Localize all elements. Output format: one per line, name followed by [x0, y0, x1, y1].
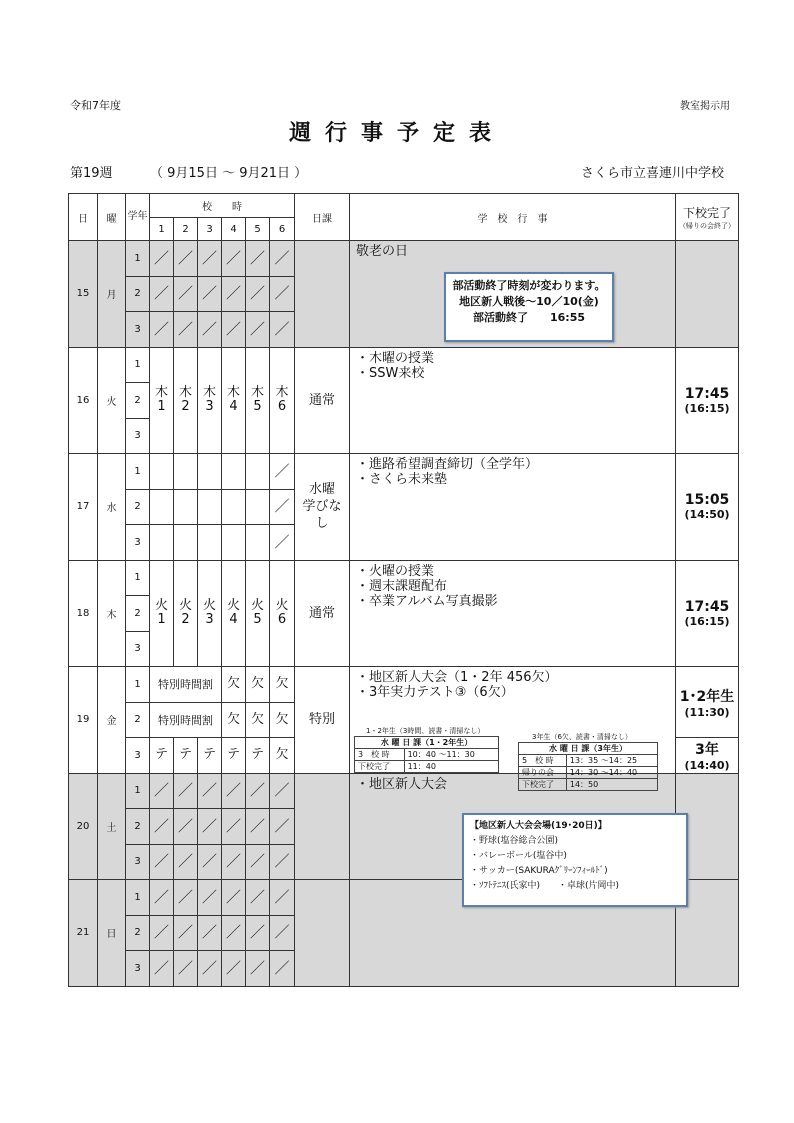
period-cell — [246, 525, 270, 561]
dismissal-time — [676, 241, 739, 348]
venue-item: ・サッカー(SAKURAｸﾞﾘｰﾝﾌｨｰﾙﾄﾞ) — [470, 866, 608, 876]
period-cell: 火 4 — [222, 560, 246, 667]
period-cell — [198, 489, 222, 525]
period-cell: ／ — [270, 489, 295, 525]
period-cell — [150, 454, 174, 490]
dismissal-main: 3年 — [695, 741, 719, 758]
period-cell — [174, 489, 198, 525]
day-number: 21 — [69, 880, 98, 987]
event-item: ・卒業アルバム写真撮影 — [356, 593, 498, 609]
period-cell: ／ — [174, 241, 198, 277]
posting-note: 教室掲示用 — [680, 101, 730, 112]
period-cell: ／ — [246, 241, 270, 277]
notice-line-2: 地区新人戦後～10／10(金) — [459, 295, 599, 308]
header-dismissal — [676, 194, 739, 241]
weekday: 日 — [98, 880, 126, 987]
period-cell: ／ — [270, 773, 295, 809]
date-range: （ 9月15日 ～ 9月21日 ） — [150, 166, 308, 181]
mini-cell: 下校完了 — [519, 779, 567, 791]
club-notice-popup — [444, 272, 614, 342]
period-number: 1 — [150, 218, 174, 241]
day-number: 15 — [69, 241, 98, 348]
test-cell: テ — [246, 738, 270, 774]
header-dismissal-sub: （帰りの会終了） — [679, 221, 736, 230]
mini-cell: 11：40 — [404, 761, 498, 773]
period-cell: ／ — [270, 844, 295, 880]
period-cell — [198, 525, 222, 561]
grade-number: 3 — [126, 631, 150, 667]
mini-cell: 14：50 — [566, 779, 657, 791]
tournament-venues-popup — [462, 813, 688, 907]
weekday: 火 — [98, 347, 126, 454]
period-cell: ／ — [150, 773, 174, 809]
period-cell: ／ — [198, 951, 222, 987]
test-cell: テ — [174, 738, 198, 774]
dismissal-sub: (11:30) — [684, 705, 730, 719]
dismissal-sub: (14:40) — [684, 758, 730, 772]
period-cell: ／ — [246, 880, 270, 916]
special-timetable: 特別時間割 — [150, 667, 222, 703]
period-cell: ／ — [174, 276, 198, 312]
dismissal-time — [676, 347, 739, 454]
header-weekday: 曜 — [98, 194, 126, 241]
period-cell: ／ — [270, 809, 295, 845]
mini-title-left: 水 曜 日 課（1・2年生） — [355, 737, 499, 749]
mini-cell: 5 校 時 — [519, 755, 567, 767]
period-cell: ／ — [222, 773, 246, 809]
period-number: 4 — [222, 218, 246, 241]
period-cell: ／ — [222, 844, 246, 880]
period-cell: 木 4 — [222, 347, 246, 454]
period-cell: ／ — [246, 276, 270, 312]
fiscal-year: 令和7年度 — [70, 99, 121, 112]
period-cell: ／ — [246, 773, 270, 809]
period-cell: ／ — [174, 844, 198, 880]
schedule-type: 水曜 学びな し — [295, 454, 350, 561]
period-cell: ／ — [270, 951, 295, 987]
period-cell: ／ — [270, 880, 295, 916]
schedule-type: 通常 — [295, 560, 350, 667]
weekday: 水 — [98, 454, 126, 561]
period-cell: ／ — [198, 241, 222, 277]
period-cell: 木 6 — [270, 347, 295, 454]
weekday: 月 — [98, 241, 126, 348]
period-cell: ／ — [150, 844, 174, 880]
header-dismissal-label: 下校完了 — [683, 205, 732, 220]
period-cell: ／ — [222, 915, 246, 951]
test-cell: テ — [222, 738, 246, 774]
period-cell: 火 3 — [198, 560, 222, 667]
period-cell: ／ — [198, 312, 222, 348]
venue-item: ・野球(塩谷総合公園) — [470, 836, 559, 846]
mini-caption-left: 1・2年生（3時間、読書・清掃なし） — [366, 727, 485, 735]
weekday: 土 — [98, 773, 126, 880]
period-cell — [246, 489, 270, 525]
event-item: ・進路希望調査締切（全学年） — [356, 457, 539, 472]
dismissal-main: 1･2年生 — [679, 688, 735, 705]
period-cell: ／ — [270, 915, 295, 951]
period-cell: ／ — [150, 312, 174, 348]
period-cell: ／ — [246, 915, 270, 951]
period-cell: ／ — [270, 312, 295, 348]
absent-cell: 欠 — [246, 667, 270, 703]
period-cell: ／ — [150, 915, 174, 951]
day-number: 18 — [69, 560, 98, 667]
event-item: ・3年実力テスト③（6欠） — [356, 685, 514, 700]
period-cell — [174, 525, 198, 561]
test-cell: テ — [198, 738, 222, 774]
period-cell: ／ — [174, 880, 198, 916]
grade-number: 3 — [126, 312, 150, 348]
event-item: ・火曜の授業 — [356, 563, 435, 579]
period-cell: 木 5 — [246, 347, 270, 454]
period-cell: ／ — [150, 951, 174, 987]
period-cell — [222, 525, 246, 561]
period-cell — [150, 489, 174, 525]
event-item: ・週末課題配布 — [356, 578, 448, 594]
grade-number: 1 — [126, 773, 150, 809]
period-cell: ／ — [198, 773, 222, 809]
grade-number: 3 — [126, 951, 150, 987]
period-cell: 木 2 — [174, 347, 198, 454]
period-number: 6 — [270, 218, 295, 241]
header-periods: 校 時 — [150, 194, 295, 218]
mini-cell: 14：30 ～14：40 — [566, 767, 657, 779]
grade-number: 1 — [126, 454, 150, 490]
period-cell: 火 6 — [270, 560, 295, 667]
event-item: 敬老の日 — [356, 244, 409, 259]
dismissal-sub: (16:15) — [684, 614, 730, 628]
event-item: ・地区新人大会（1・2年 456欠） — [356, 670, 558, 685]
period-cell: ／ — [174, 915, 198, 951]
schedule-type: 特別 — [295, 667, 350, 774]
period-cell: ／ — [198, 844, 222, 880]
events-cell — [350, 454, 676, 561]
day-number: 17 — [69, 454, 98, 561]
mini-caption-right: 3年生（6欠、読書・清掃なし） — [532, 733, 632, 741]
absent-cell: 欠 — [270, 667, 295, 703]
mini-cell: 3 校 時 — [355, 749, 405, 761]
dismissal-sub: (16:15) — [684, 401, 730, 415]
header-day: 日 — [69, 194, 98, 241]
grade-number: 2 — [126, 915, 150, 951]
grade-number: 1 — [126, 560, 150, 596]
period-cell: ／ — [270, 241, 295, 277]
period-cell: ／ — [174, 809, 198, 845]
period-cell — [222, 489, 246, 525]
schedule-type — [295, 773, 350, 880]
period-cell: ／ — [174, 312, 198, 348]
period-cell: 木 1 — [150, 347, 174, 454]
grade-number: 1 — [126, 241, 150, 277]
dismissal-main: 17:45 — [684, 385, 730, 402]
period-cell: ／ — [246, 809, 270, 845]
weekday: 金 — [98, 667, 126, 774]
period-cell: ／ — [222, 312, 246, 348]
schedule-type — [295, 880, 350, 987]
period-cell — [174, 454, 198, 490]
period-cell: ／ — [174, 951, 198, 987]
weekday: 木 — [98, 560, 126, 667]
period-cell: ／ — [222, 951, 246, 987]
venues-title: 【地区新人大会会場(19･20日)】 — [470, 821, 607, 831]
day-number: 19 — [69, 667, 98, 774]
mini-cell: 10：40 ～11：30 — [404, 749, 498, 761]
grade-number: 2 — [126, 809, 150, 845]
dismissal-time — [676, 560, 739, 667]
period-cell — [150, 525, 174, 561]
absent-cell: 欠 — [222, 667, 246, 703]
schedule-type: 通常 — [295, 347, 350, 454]
grade-number: 2 — [126, 702, 150, 738]
period-cell: 火 2 — [174, 560, 198, 667]
event-item: ・地区新人大会 — [356, 776, 448, 792]
period-cell: ／ — [246, 951, 270, 987]
period-number: 2 — [174, 218, 198, 241]
period-cell: ／ — [150, 276, 174, 312]
period-number: 3 — [198, 218, 222, 241]
grade-number: 2 — [126, 489, 150, 525]
period-cell: ／ — [222, 241, 246, 277]
period-cell: ／ — [198, 915, 222, 951]
period-cell: ／ — [198, 276, 222, 312]
grade-number: 1 — [126, 880, 150, 916]
period-cell: ／ — [270, 525, 295, 561]
events-cell — [350, 560, 676, 667]
grade-number: 3 — [126, 738, 150, 774]
dismissal-main: 17:45 — [684, 598, 730, 615]
page-title: 週行事予定表 — [288, 121, 505, 146]
grade-number: 3 — [126, 844, 150, 880]
mini-title-right: 水 曜 日 課（3年生） — [519, 743, 658, 755]
period-cell: ／ — [246, 844, 270, 880]
week-label: 第19週 — [70, 166, 113, 181]
period-cell: ／ — [174, 773, 198, 809]
mini-cell: 13：35 ～14：25 — [566, 755, 657, 767]
absent-cell: 欠 — [270, 738, 295, 774]
events-cell — [350, 347, 676, 454]
venue-item: ・バレーボール(塩谷中) — [470, 851, 567, 861]
grade-number: 3 — [126, 525, 150, 561]
grade-number: 2 — [126, 276, 150, 312]
grade-number: 2 — [126, 596, 150, 632]
header-schedule: 日課 — [295, 194, 350, 241]
period-cell: ／ — [270, 454, 295, 490]
grade-number: 1 — [126, 347, 150, 383]
mini-cell: 下校完了 — [355, 761, 405, 773]
dismissal-main: 15:05 — [684, 492, 730, 509]
period-cell: ／ — [222, 809, 246, 845]
period-cell — [222, 454, 246, 490]
notice-line-3: 部活動終了 16:55 — [472, 311, 585, 324]
mini-table-3 — [518, 732, 658, 791]
period-cell: ／ — [222, 880, 246, 916]
period-cell: 木 3 — [198, 347, 222, 454]
absent-cell: 欠 — [270, 702, 295, 738]
period-cell — [198, 454, 222, 490]
absent-cell: 欠 — [222, 702, 246, 738]
dismissal-time — [676, 454, 739, 561]
dismissal-sub: (14:50) — [684, 508, 730, 522]
period-cell: ／ — [150, 880, 174, 916]
period-cell: 火 5 — [246, 560, 270, 667]
header-grade: 学年 — [126, 194, 150, 241]
special-timetable: 特別時間割 — [150, 702, 222, 738]
period-cell: ／ — [198, 809, 222, 845]
event-item: ・木曜の授業 — [356, 350, 435, 366]
dismissal-time — [676, 738, 739, 774]
test-cell: テ — [150, 738, 174, 774]
absent-cell: 欠 — [246, 702, 270, 738]
venue-item: ・ｿﾌﾄﾃﾆｽ(氏家中) ・卓球(片岡中) — [470, 881, 620, 891]
period-number: 5 — [246, 218, 270, 241]
period-cell: ／ — [246, 312, 270, 348]
schedule-type — [295, 241, 350, 348]
day-number: 16 — [69, 347, 98, 454]
day-number: 20 — [69, 773, 98, 880]
grade-number: 2 — [126, 383, 150, 419]
notice-line-1: 部活動終了時刻が変わります。 — [452, 279, 606, 292]
period-cell: ／ — [198, 880, 222, 916]
period-cell — [246, 454, 270, 490]
period-cell: ／ — [150, 241, 174, 277]
period-cell: 火 1 — [150, 560, 174, 667]
header-events: 学 校 行 事 — [350, 194, 676, 241]
event-item: ・SSW来校 — [356, 365, 425, 381]
mini-cell: 帰りの会 — [519, 767, 567, 779]
grade-number: 3 — [126, 418, 150, 454]
period-cell: ／ — [270, 276, 295, 312]
school-name: さくら市立喜連川中学校 — [580, 166, 724, 181]
period-cell: ／ — [150, 809, 174, 845]
grade-number: 1 — [126, 667, 150, 703]
period-cell: ／ — [222, 276, 246, 312]
mini-table-1-2 — [354, 726, 499, 773]
event-item: ・さくら未来塾 — [356, 472, 448, 487]
dismissal-time — [676, 667, 739, 738]
